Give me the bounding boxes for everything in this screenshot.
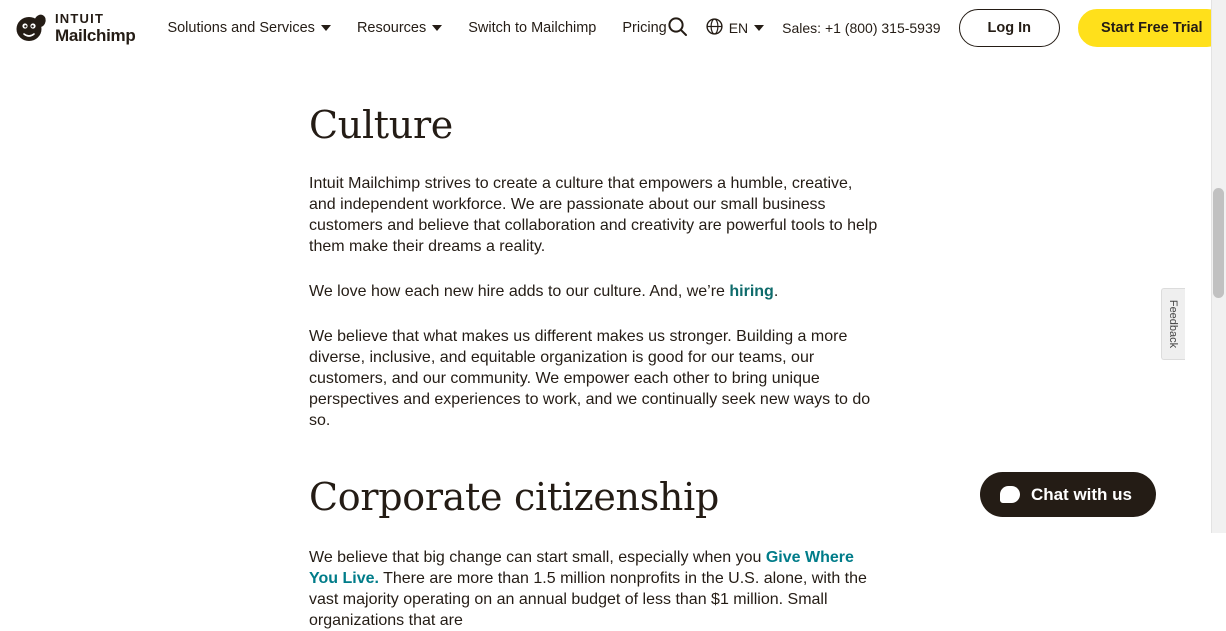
logo-mailchimp-text: Mailchimp [55,26,136,45]
feedback-label: Feedback [1167,299,1180,349]
chat-bubble-icon [1000,486,1020,503]
hiring-link[interactable]: hiring [729,282,774,300]
nav-label: Resources [356,20,427,36]
start-free-trial-button[interactable]: Start Free Trial [1078,9,1226,47]
mailchimp-logo[interactable] [14,11,135,45]
nav-item-pricing[interactable] [622,20,666,36]
search-icon [667,16,688,40]
search-button[interactable] [667,16,688,40]
log-in-button[interactable]: Log In [959,9,1061,47]
chevron-down-icon [432,25,442,31]
culture-paragraph-1: Intuit Mailchimp strives to create a culture that empowers a humble, creative, and independent workforce. We are passionate about our small business customers and believe that collaboration and creativity are powerful tools to help them make their dreams a reality. [309,174,878,255]
nav-item-switch-to-mailchimp[interactable] [468,20,596,36]
culture-paragraph-3: We believe that what makes us different makes us stronger. Building a more diverse, inclusive, and equitable organization is good for our teams, our customers, and our community. We empower each other to bring unique perspectives and experiences to work, and we continually seek new ways to do so. [309,327,871,429]
page-title-culture: Culture [309,103,453,147]
corporate-text-after: There are more than 1.5 million nonprofits in the U.S. alone, with the vast majority operating on an annual budget of less than $1 million. Small organizations that are [309,569,867,629]
page-title-corporate-citizenship: Corporate citizenship [309,474,719,519]
header-actions [667,9,1226,47]
logo-intuit-text: INTUIT [55,11,105,26]
give-where-you-live-link[interactable]: Give Where You Live. [309,548,854,587]
nav-label: Pricing [622,20,667,36]
language-selector[interactable] [706,18,764,38]
chevron-down-icon [754,25,764,31]
primary-nav [167,20,666,36]
scrollbar-thumb[interactable] [1213,188,1224,298]
nav-item-resources[interactable] [357,20,442,36]
page-scrollbar[interactable] [1211,0,1226,533]
site-header [0,0,1203,57]
chevron-down-icon [321,25,331,31]
corporate-text-before: We believe that big change can start small, especially when you [309,548,766,566]
culture-hiring-text-before: We love how each new hire adds to our culture. And, we’re [309,282,730,300]
mailchimp-freddie-icon [14,11,48,45]
page-body [0,57,1200,629]
chat-label: Chat with us [1030,484,1132,504]
feedback-tab[interactable] [1161,288,1185,360]
chat-with-us-button[interactable] [980,472,1156,517]
article-content [309,57,909,631]
nav-label: Solutions and Services [167,20,315,36]
corporate-paragraph-1 [309,547,884,631]
globe-icon [706,18,723,38]
culture-paragraph-2 [309,281,879,302]
sales-phone[interactable]: Sales: +1 (800) 315-5939 [782,20,941,36]
language-label: EN [728,20,749,36]
logo-wordmark [55,12,135,44]
nav-label: Switch to Mailchimp [468,20,597,36]
nav-item-solutions-and-services[interactable] [167,20,331,36]
culture-hiring-text-after: . [773,282,779,300]
